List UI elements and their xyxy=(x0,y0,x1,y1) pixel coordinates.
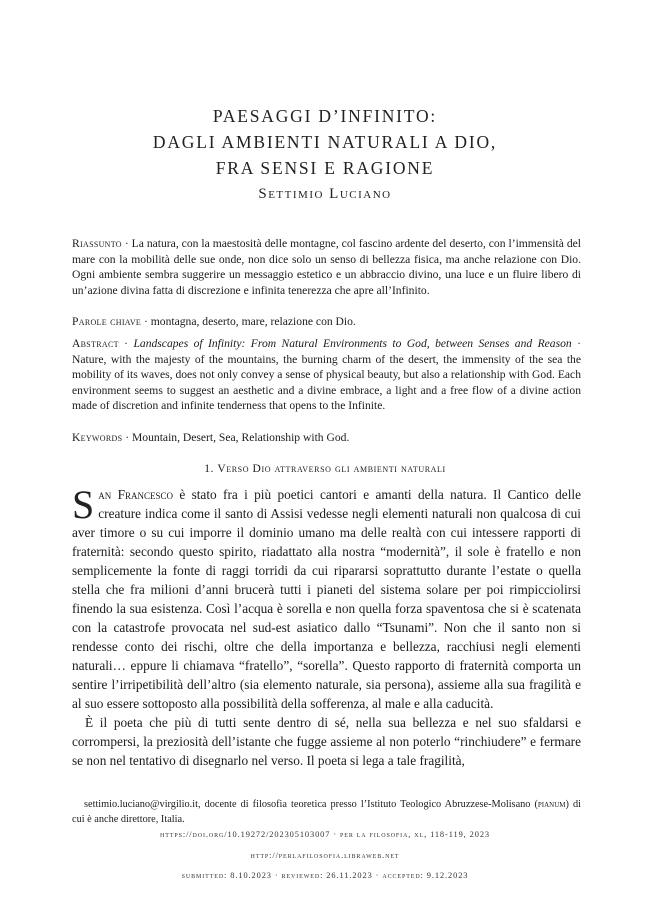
doi-line: https://doi.org/10.19272/202305103007 · per la filosofia, xl, 118-119, 2023 xyxy=(160,830,490,839)
footnote-pianum: pianum xyxy=(537,799,566,810)
title-line-2: DAGLI AMBIENTI NATURALI A DIO, xyxy=(152,132,498,152)
keywords-block: Keywords · Mountain, Desert, Sea, Relationship with God. xyxy=(72,431,350,444)
lead-in: an Francesco xyxy=(98,487,173,502)
riassunto-text: La natura, con la maestosità delle montagne, col fascino ardente del deserto, con l’immensità del mare con la mobilità delle sue onde, non dice solo un senso di bellezza fisica, ma anche relazione con Dio. Ogni ambiente sembra suggerire un messaggio estetico e un abbraccio divino, una luce e un fluire libero di un’azione divina fatta di discrezione e infinita tenerezza che apre all’Infinito. xyxy=(72,237,581,297)
keywords-label: Keywords xyxy=(72,431,123,444)
keywords-text: Mountain, Desert, Sea, Relationship with God. xyxy=(132,431,350,444)
abstract-text: Nature, with the majesty of the mountains, the burning charm of the desert, the immensity of the sea the mobility of its waves, does not only convey a sense of physical beauty, but also a relationship with God. Each environment seems to suggest an aesthetic and a divine embrace, a light and a free flow of a divine action made of discretion and infinite tenderness that opens to the Infinite. xyxy=(72,352,581,413)
abstract-title: Landscapes of Infinity: From Natural Environments to God, between Senses and Reason xyxy=(133,337,572,350)
author-footnote xyxy=(72,797,581,827)
footnote-text-end: ) di cui è anche direttore, Italia. xyxy=(72,799,582,825)
paragraph-1-text: è stato fra i più poetici cantori e amanti della natura. Il Cantico delle creature indica come il santo di Assisi vedesse negli elementi naturali non qualcosa di cui aver timore o su cui imporre il dominio umano ma delle realtà con cui intessere rapporti di fraternità: secondo questo spirito, riadattato alla nostra “modernità”, il sole è fratello e non semplicemente la fonte di raggi torridi da cui ripararsi soprattutto durante l’estate o quella stella che fra milioni d’anni brucerà tutti i pianeti del sistema solare per poi rimpicciolirsi finendo la sua esistenza. Così l’acqua è sorella e non quella forza spaventosa che si è scatenata con la catastrofe provocata nel sud-est asiatico dallo “Tsunami”. Non che il santo non si rendesse conto dei rischi, oltre che della importanza e bellezza, racchiusi negli elementi naturali… eppure li chiamava “fratello”, “sorella”. Questo rapporto di fraternità comporta un sentire l’irripetibilità dell’altro (sia elemento naturale, sia persona), assieme alla sua fragilità e al suo essere sottoposto alla possibilità della sofferenza, al male e alla caducità. xyxy=(72,487,581,711)
riassunto-block: Riassunto · La natura, con la maestosità delle montagne, col fascino ardente del deserto, con l’immensità del mare con la mobilità delle sue onde, non dice solo un senso di bellezza fisica, ma anche relazione con Dio. Ogni ambiente sembra suggerire un messaggio estetico e un abbraccio divino, una luce e un fluire libero di un’azione divina fatta di discrezione e infinita tenerezza che apre all’Infinito. xyxy=(72,237,581,297)
footnote-text: settimio.luciano@virgilio.it, docente di filosofia teoretica presso l’Istituto Teologico Abruzzese-Molisano ( xyxy=(84,799,538,810)
parole-chiave-label: Parole chiave xyxy=(72,315,142,328)
abstract-block: Abstract · Landscapes of Infinity: From Natural Environments to God, between Senses and Reason · Nature, with the majesty of the mountains, the burning charm of the desert, the immensity of the sea the mobility of its waves, does not only convey a sense of physical beauty, but also a relationship with God. Each environment seems to suggest an aesthetic and a divine embrace, a light and a free flow of a divine action made of discretion and infinite tenderness that opens to the Infinite. xyxy=(72,337,581,413)
drop-cap: S xyxy=(72,482,95,527)
section-title: Verso Dio attraverso gli ambienti naturali xyxy=(217,463,446,475)
article-title xyxy=(0,103,650,181)
url-line: http://perlafilosofia.libraweb.net xyxy=(250,851,400,860)
dates-line: submitted: 8.10.2023 · reviewed: 26.11.2023 · accepted: 9.12.2023 xyxy=(181,871,469,880)
section-heading xyxy=(0,463,650,475)
parole-chiave-text: montagna, deserto, mare, relazione con Dio. xyxy=(150,315,356,328)
paragraph-2: È il poeta che più di tutti sente dentro di sé, nella sua bellezza e nel suo sfaldarsi e corrompersi, la preziosità dell’istante che fugge assieme al non poterlo “rinchiudere” e fermare se non nel tentativo di disegnarlo nel verso. Il poeta si lega a tale fragilità, xyxy=(72,715,581,768)
title-line-1: PAESAGGI D’INFINITO: xyxy=(212,106,438,126)
abstract-label: Abstract xyxy=(72,337,119,350)
parole-chiave-block: Parole chiave · montagna, deserto, mare, relazione con Dio. xyxy=(72,315,356,328)
section-number: 1. xyxy=(204,463,215,475)
paragraph-1 xyxy=(72,482,581,713)
title-line-3: FRA SENSI E RAGIONE xyxy=(215,158,435,178)
body-text xyxy=(72,482,581,770)
author-name: Settimio Luciano xyxy=(258,186,392,202)
riassunto-label: Riassunto xyxy=(72,237,122,250)
